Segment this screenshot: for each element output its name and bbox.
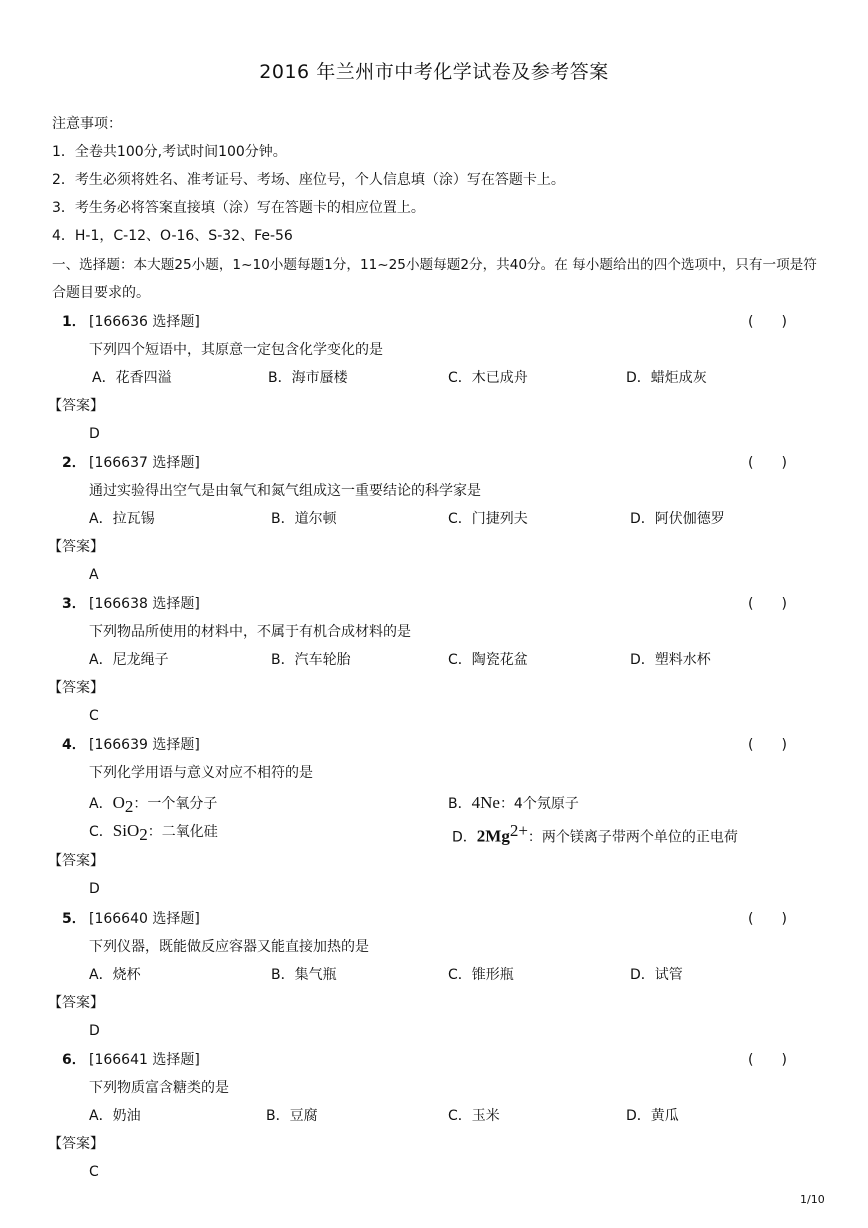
option-c: C．门捷列夫 (448, 511, 528, 527)
question-stem: 下列四个短语中，其原意一定包含化学变化的是 (89, 342, 383, 358)
formula: SiO (112, 821, 140, 840)
answer-label: 【答案】 (48, 1136, 104, 1152)
answer-value: C (89, 1164, 99, 1180)
option-a: A．拉瓦锡 (89, 511, 155, 527)
notice-item: 4．H-1，C-12、O-16、S-32、Fe-56 (52, 228, 293, 244)
option-text: ：两个镁离子带两个单位的正电荷 (527, 829, 738, 846)
option-c: C．木已成舟 (448, 370, 528, 386)
answer-label: 【答案】 (48, 680, 104, 696)
answer-label: 【答案】 (48, 995, 104, 1011)
question-stem: 下列仪器，既能做反应容器又能直接加热的是 (89, 939, 369, 955)
answer-value: C (89, 708, 99, 724)
answer-label: 【答案】 (48, 398, 104, 414)
option-b: B．集气瓶 (271, 967, 337, 983)
answer-bracket: ( ) (748, 737, 787, 753)
option-b: B．道尔顿 (271, 511, 337, 527)
question-stem: 下列物品所使用的材料中，不属于有机合成材料的是 (89, 624, 411, 640)
section-intro-cont: 合题目要求的。 (52, 285, 150, 301)
answer-value: A (89, 567, 99, 583)
option-b: B．豆腐 (266, 1108, 318, 1124)
option-c: C．陶瓷花盆 (448, 652, 528, 668)
option-label: A． (89, 796, 113, 812)
option-d: D．黄瓜 (626, 1108, 679, 1124)
question-id: [166640 选择题] (89, 911, 200, 927)
answer-bracket: ( ) (748, 911, 787, 927)
question-number: 3． (62, 596, 86, 612)
option-d: D．阿伏伽德罗 (630, 511, 725, 527)
notice-item: 2．考生必须将姓名、准考证号、考场、座位号，个人信息填（涂）写在答题卡上。 (52, 172, 565, 188)
question-id: [166638 选择题] (89, 596, 200, 612)
answer-label: 【答案】 (48, 539, 104, 555)
page-number: 1/10 (800, 1193, 825, 1206)
option-a: A．烧杯 (89, 967, 141, 983)
question-id: [166637 选择题] (89, 455, 200, 471)
question-number: 4． (62, 737, 86, 753)
option-text: ：4个氖原子 (499, 796, 579, 812)
notice-item: 1．全卷共100分,考试时间100分钟。 (52, 144, 287, 160)
question-number: 6． (62, 1052, 86, 1068)
answer-bracket: ( ) (748, 455, 787, 471)
option-b (448, 791, 579, 816)
option-a: A．花香四溢 (92, 370, 172, 386)
page-title: 2016 年兰州市中考化学试卷及参考答案 (259, 61, 609, 83)
option-label: D． (452, 829, 477, 846)
question-number: 2． (62, 455, 86, 471)
answer-value: D (89, 1023, 100, 1039)
formula: 2Mg (476, 826, 510, 846)
question-number: 1． (62, 314, 86, 330)
option-b: B．汽车轮胎 (271, 652, 351, 668)
formula: 4Ne (471, 793, 500, 812)
question-stem: 下列物质富含糖类的是 (89, 1080, 229, 1096)
answer-bracket: ( ) (748, 596, 787, 612)
option-a: A．尼龙绳子 (89, 652, 169, 668)
notice-heading: 注意事项： (52, 116, 122, 132)
option-d: D．塑料水杯 (630, 652, 711, 668)
option-d (452, 819, 738, 850)
notice-item: 3．考生务必将答案直接填（涂）写在答题卡的相应位置上。 (52, 200, 425, 216)
section-intro: 一、选择题：本大题25小题，1~10小题每题1分，11~25小题每题2分，共40分。在 每小题给出的四个选项中，只有一项是符 (52, 257, 817, 273)
formula-subscript: 2 (124, 796, 134, 816)
answer-label: 【答案】 (48, 853, 104, 869)
option-d: D．试管 (630, 967, 683, 983)
option-b: B．海市蜃楼 (268, 370, 348, 386)
question-id: [166639 选择题] (89, 737, 200, 753)
question-stem: 通过实验得出空气是由氧气和氮气组成这一重要结论的科学家是 (89, 483, 481, 499)
question-id: [166641 选择题] (89, 1052, 200, 1068)
answer-bracket: ( ) (748, 314, 787, 330)
answer-value: D (89, 426, 100, 442)
question-number: 5． (62, 911, 86, 927)
option-label: C． (89, 824, 113, 840)
option-a (89, 791, 217, 819)
formula-superscript: 2+ (509, 821, 528, 840)
answer-bracket: ( ) (748, 1052, 787, 1068)
option-a: A．奶油 (89, 1108, 141, 1124)
option-c: C．锥形瓶 (448, 967, 514, 983)
option-c (89, 819, 218, 847)
option-d: D．蜡炬成灰 (626, 370, 707, 386)
answer-value: D (89, 881, 100, 897)
question-id: [166636 选择题] (89, 314, 200, 330)
formula: O (112, 793, 125, 812)
formula-subscript: 2 (139, 824, 148, 844)
option-text: ：一个氧分子 (133, 796, 218, 812)
option-label: B． (448, 796, 472, 812)
question-stem: 下列化学用语与意义对应不相符的是 (89, 765, 313, 781)
option-text: ：二氧化硅 (147, 824, 218, 840)
option-c: C．玉米 (448, 1108, 500, 1124)
